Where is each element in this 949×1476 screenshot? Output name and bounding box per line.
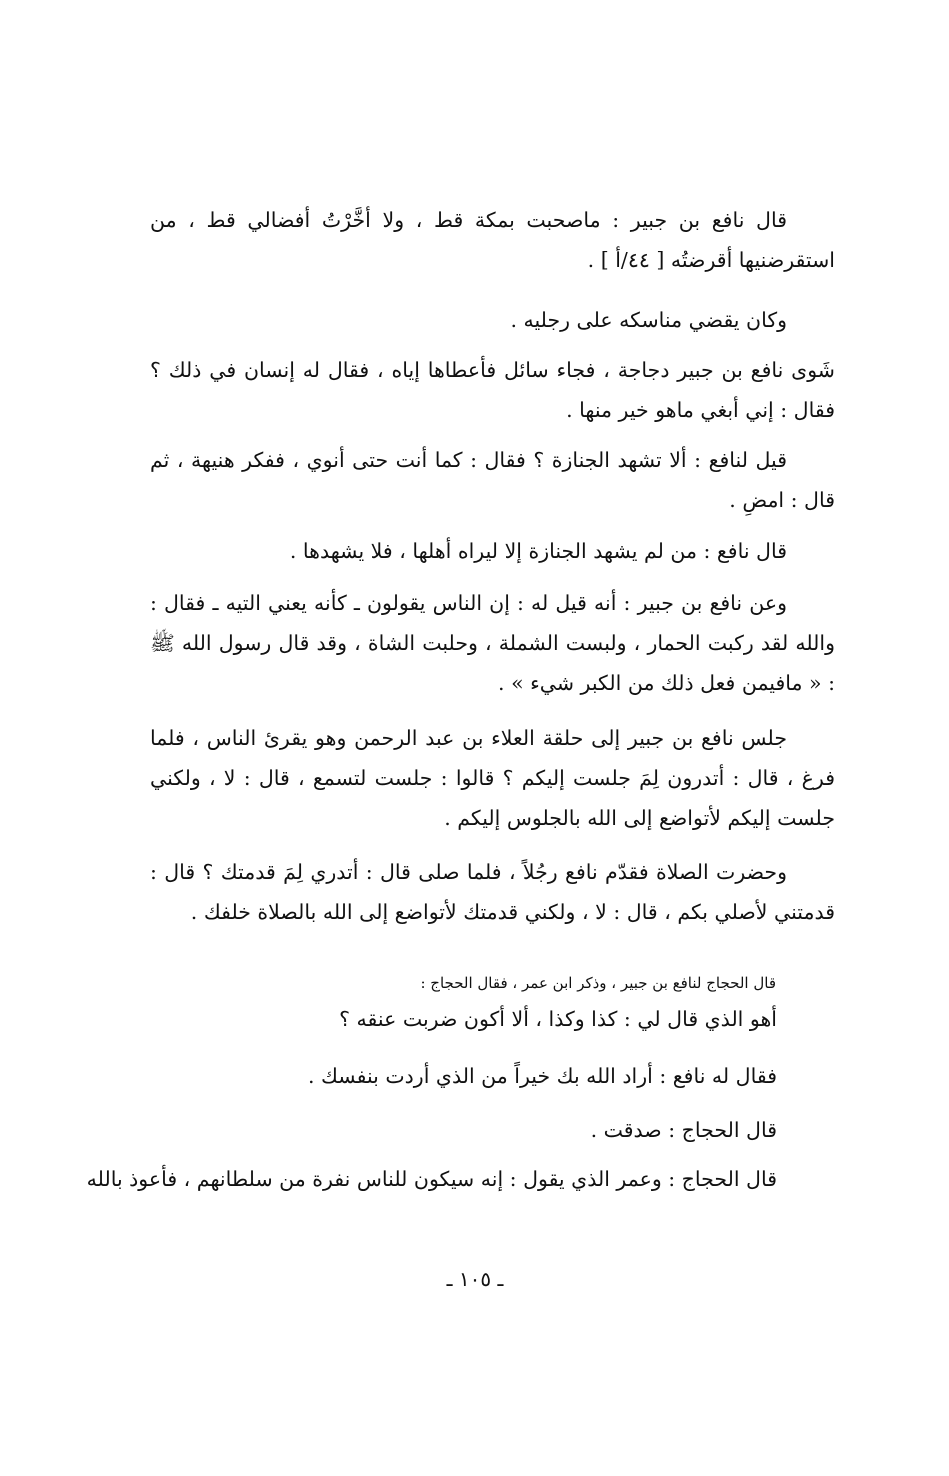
paragraph-roasted-chicken: شَوى نافع بن جبير دجاجة ، فجاء سائل فأعطاها إياه ، فقال له إنسان في ذلك ؟ فقال : إني أبغي ماهو خير منها . [150, 358, 835, 422]
hajjaj-line: قال الحجاج : صدقت . [590, 1118, 777, 1142]
paragraph-nafi-never-delayed-favors: قال نافع بن جبير : ماصحبت بمكة قط ، ولا أخَّرْتُ أفضالي قط ، من استقرضنيها أقرضتُه [ ٤٤/أ ] . [150, 208, 835, 272]
paragraph-funeral-intention: قيل لنافع : ألا تشهد الجنازة ؟ فقال : كما أنت حتى أنوي ، ففكر هنيهة ، ثم قال : امضِ . [150, 448, 835, 512]
hajjaj-line: أهو الذي قال لي : كذا وكذا ، ألا أكون ضربت عنقه ؟ [339, 1007, 777, 1031]
paragraph-pride-hadith: وعن نافع بن جبير : أنه قيل له : إن الناس يقولون ـ كأنه يعني التيه ـ فقال : والله لقد ركبت الحمار ، ولبست الشملة ، وحلبت الشاة ، وقد قال رسول الله ﷺ : « مافيمن فعل ذلك من الكبر شيء » . [150, 591, 835, 695]
paragraph-rites-on-foot: وكان يقضي مناسكه على رجليه . [510, 308, 787, 332]
paragraph-leading-prayer: وحضرت الصلاة فقدّم نافع رجُلاً ، فلما صلى قال : أتدري لِمَ قدمتك ؟ قال : قدمتني لأصلي بكم ، قال : لا ، ولكني قدمتك لأتواضع إلى الله بالصلاة خلفك . [150, 860, 835, 924]
hajjaj-line: فقال له نافع : أراد الله بك خيراً من الذي أردت بنفسك . [308, 1064, 777, 1088]
hajjaj-intro: قال الحجاج لنافع بن جبير ، وذكر ابن عمر ، فقال الحجاج : [420, 974, 776, 992]
paragraph-witness-funeral: قال نافع : من لم يشهد الجنازة إلا ليراه أهلها ، فلا يشهدها . [289, 539, 787, 563]
paragraph-sitting-with-ala: جلس نافع بن جبير إلى حلقة العلاء بن عبد الرحمن وهو يقرئ الناس ، فلما فرغ ، قال : أتدرون لِمَ جلست إليكم ؟ قالوا : جلست لتسمع ، قال : لا ، ولكني جلست إليكم لأتواضع إلى الله بالجلوس إليكم . [150, 726, 835, 830]
page-number: ـ ١٠٥ ـ [446, 1267, 504, 1291]
hajjaj-line: قال الحجاج : وعمر الذي يقول : إنه سيكون للناس نفرة من سلطانهم ، فأعوذ بالله [86, 1167, 777, 1191]
